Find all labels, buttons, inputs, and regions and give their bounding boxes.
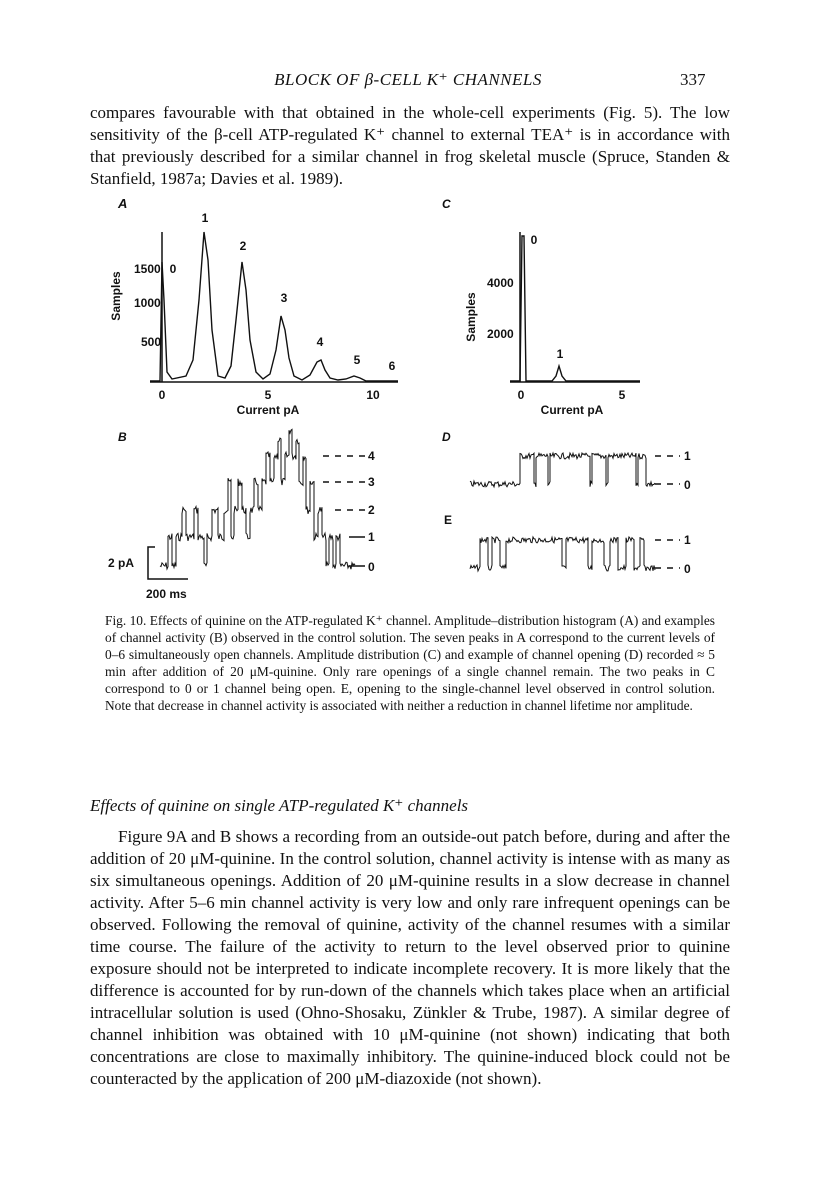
panel-b-levels (323, 449, 375, 574)
panel-b-level-label: 4 (368, 449, 375, 463)
panel-c-peak-label: 1 (556, 347, 564, 361)
figure-caption: Fig. 10. Effects of quinine on the ATP-regulated K⁺ channel. Amplitude–distribution histogram (A) and examples of channel activity (B) observed in the control solution. The seven peaks in A correspond to the current levels of 0–6 simultaneously open channels. Amplitude distribution (C) and example of channel opening (D) recorded ≈ 5 min after addition of 20 μM-quinine. Only rare openings of a single channel remain. The two peaks in C correspond to 0 or 1 channel being open. E, opening to the single-channel level observed in control solution. Note that decrease in channel activity is associated with neither a reduction in channel lifetime nor amplitude. (105, 613, 715, 713)
panel-c-ylabel: Samples (464, 292, 478, 342)
panel-label-b: B (118, 430, 127, 444)
body-text: Figure 9A and B shows a recording from an outside-out patch before, during and after the addition of 20 μM-quinine. In the control solution, channel activity is intense with as many as six simultaneous openings. Addition of 20 μM-quinine results in a slow decrease in channel activity. After 5–6 min channel activity is very low and only rare infrequent openings can be observed. Following the removal of quinine, activity of the channel resumes with a similar time course. The failure of the activity to return to the level observed prior to quinine exposure should not be interpreted to indicate incomplete recovery. It is more likely that the difference is accounted for by run-down of the channels which takes place when an artificial intracellular solution is used (Ohno-Shosaku, Zünkler & Trube, 1987). A similar degree of channel inhibition was obtained with 10 μM-quinine (not shown) indicating that both concentrations are close to maximally inhibitory. The quinine-induced block could not be counteracted by the application of 200 μM-diazoxide (not shown). (90, 827, 730, 1088)
panel-a-ytick-1000: 1000 (134, 296, 161, 310)
panel-c-histogram (464, 232, 640, 417)
panel-c-peak-label: 0 (530, 233, 538, 247)
page-number: 337 (680, 70, 706, 89)
panel-c-xtick-5: 5 (618, 388, 626, 402)
panel-e-current-trace (470, 537, 655, 571)
panel-c-curve (510, 236, 640, 381)
panel-label-c: C (442, 197, 451, 211)
panel-b-trace (108, 429, 375, 601)
panel-label-e: E (444, 513, 453, 527)
panel-a-peak-label: 4 (316, 335, 324, 349)
panel-a-peak-label: 1 (201, 211, 209, 225)
panel-a-peak-label: 5 (353, 353, 361, 367)
panel-b-level-label: 0 (368, 560, 375, 574)
panel-e-level-label: 0 (684, 562, 691, 576)
panel-a-xtick-10: 10 (366, 388, 380, 402)
panel-a-peak-label: 2 (239, 239, 247, 253)
panel-a-peak-label: 3 (280, 291, 288, 305)
panel-a-curve (150, 232, 398, 381)
intro-text: compares favourable with that obtained in the whole-cell experiments (Fig. 5). The low sensitivity of the β-cell ATP-regulated K⁺ channel to external TEA⁺ is in accordance with that previously described for a similar channel in frog skeletal muscle (Spruce, Standen & Stanfield, 1987a; Davies et al. 1989). (90, 103, 730, 188)
scale-current-label: 2 pA (108, 556, 135, 570)
panel-c-ytick-4000: 4000 (487, 276, 514, 290)
panel-b-level-label: 1 (368, 530, 375, 544)
panel-a-ylabel: Samples (109, 271, 123, 321)
panel-a-xlabel: Current pA (236, 403, 300, 417)
panel-c-xlabel: Current pA (540, 403, 604, 417)
running-title: BLOCK OF β-CELL K⁺ CHANNELS (274, 70, 542, 89)
panel-d-level-label: 0 (684, 478, 691, 492)
panel-d-current-trace (470, 453, 655, 487)
panel-d-trace (470, 449, 691, 492)
panel-e-level-label: 1 (684, 533, 691, 547)
panel-c-ytick-2000: 2000 (487, 327, 514, 341)
panel-label-a: A (118, 196, 128, 211)
panel-b-level-label: 3 (368, 475, 375, 489)
panel-a-ytick-1500: 1500 (134, 262, 161, 276)
panel-label-d: D (442, 430, 451, 444)
panel-b-current-trace (160, 429, 355, 569)
section-heading: Effects of quinine on single ATP-regulated K⁺ channels (90, 796, 469, 815)
panel-c-xtick-0: 0 (517, 388, 525, 402)
panel-a-peak-label: 6 (388, 359, 396, 373)
panel-a-histogram (109, 211, 398, 417)
panel-e-trace (470, 533, 691, 576)
panel-b-level-label: 2 (368, 503, 375, 517)
panel-a-xtick-0: 0 (158, 388, 166, 402)
panel-a-peak-label: 0 (169, 262, 177, 276)
panel-a-ytick-500: 500 (141, 335, 162, 349)
panel-a-xtick-5: 5 (264, 388, 272, 402)
panel-d-level-label: 1 (684, 449, 691, 463)
body-paragraph (90, 826, 730, 1090)
scale-time-label: 200 ms (146, 587, 187, 601)
